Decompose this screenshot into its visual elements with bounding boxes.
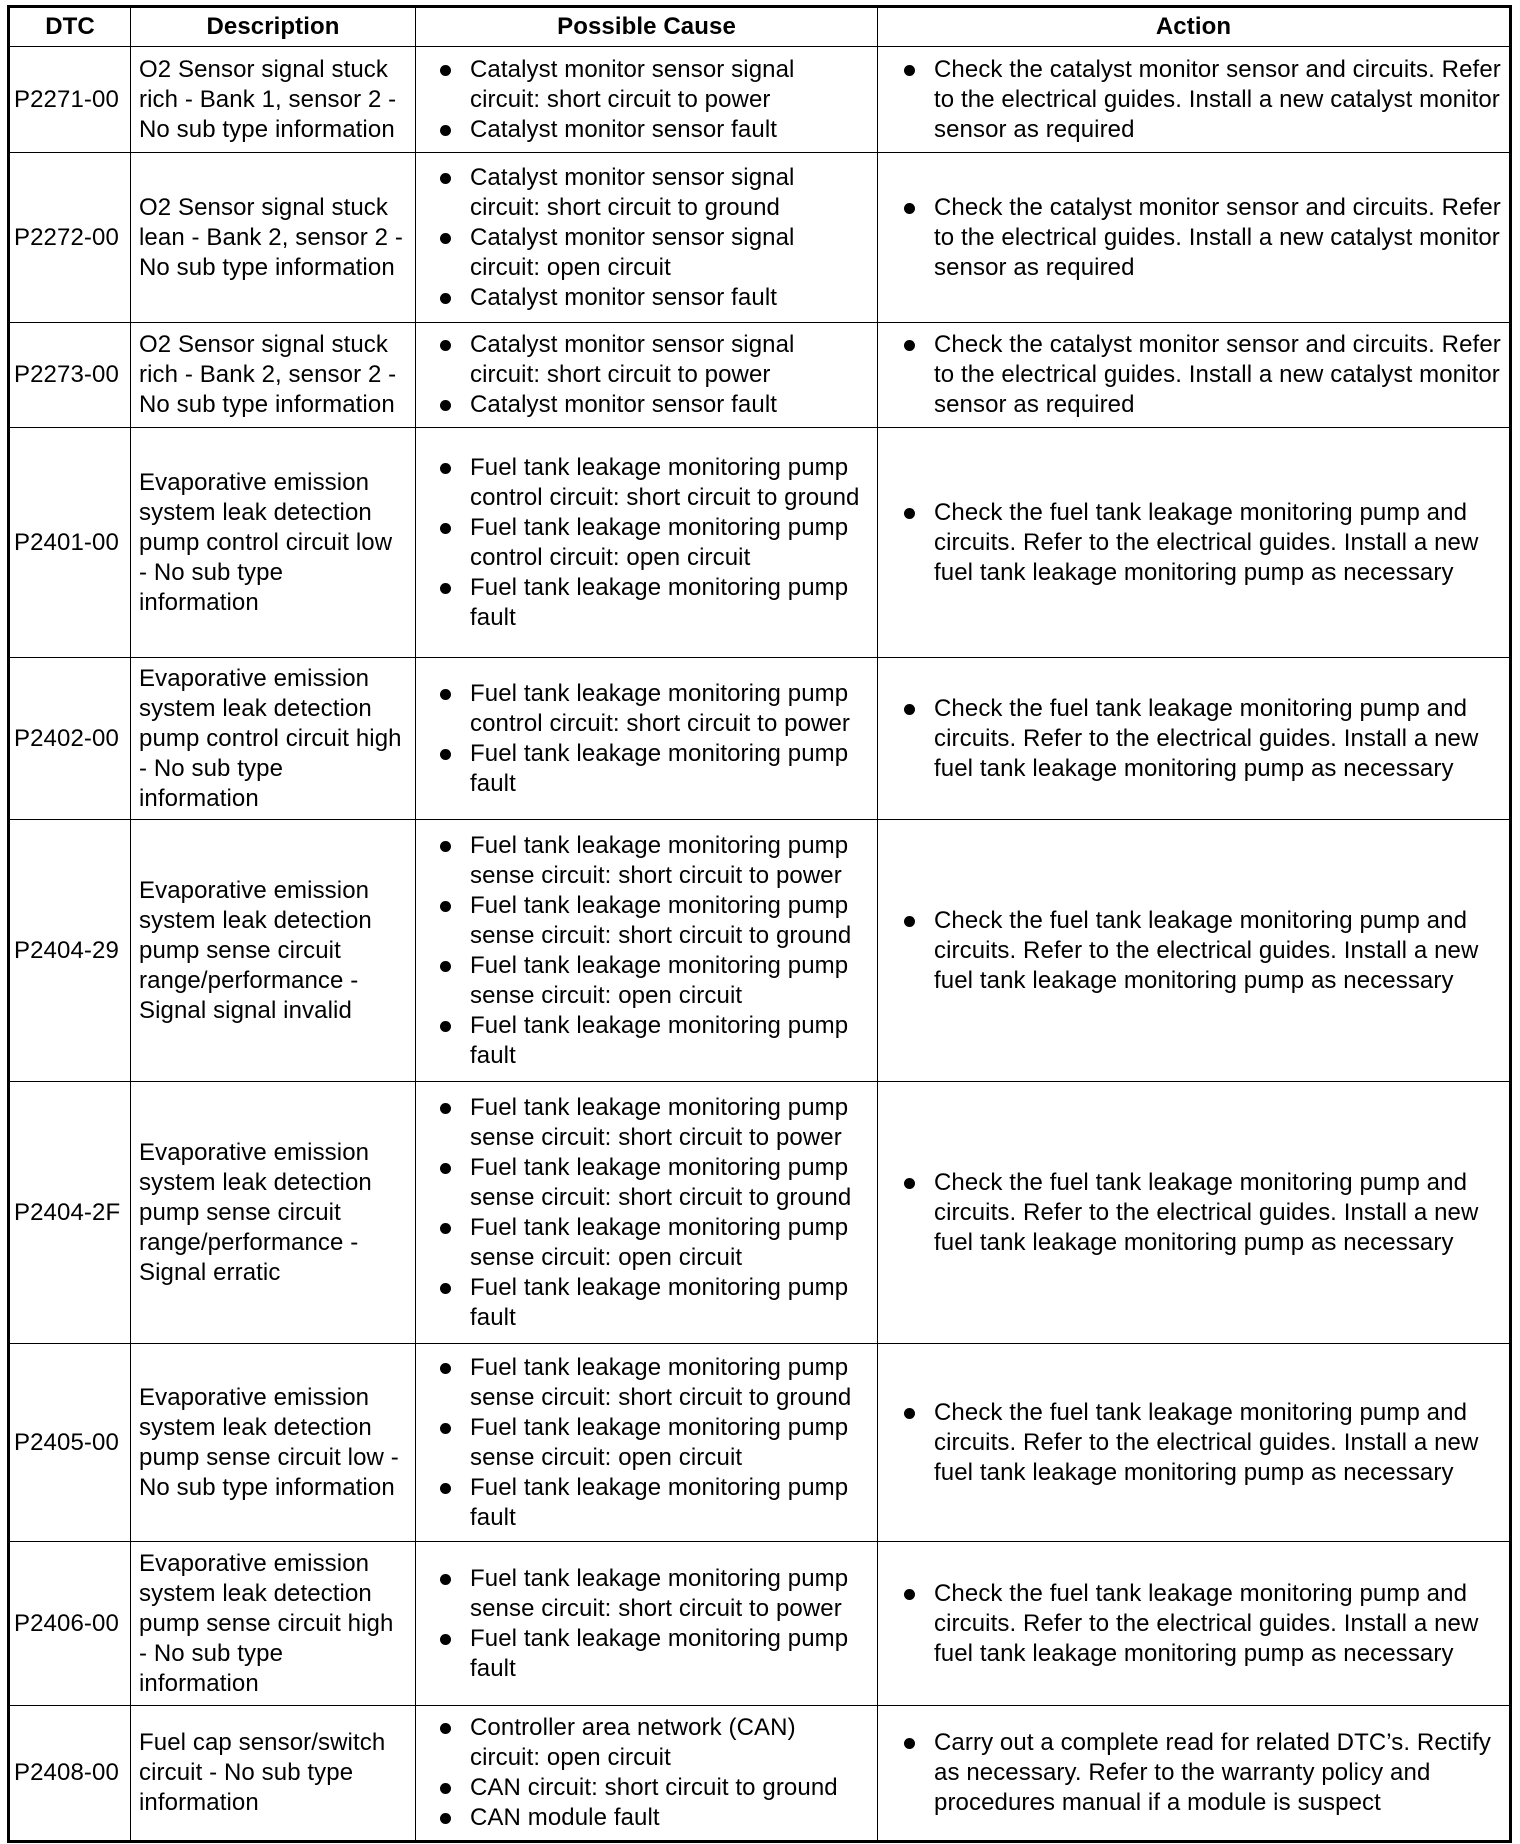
- action-cell: [878, 658, 1511, 820]
- table-row: [9, 1344, 1511, 1542]
- possible-cause-list: [424, 679, 869, 799]
- dtc-code: P2401-00: [9, 428, 131, 658]
- possible-cause-cell: [416, 1706, 878, 1842]
- dtc-description: Evaporative emission system leak detection pump control circuit low - No sub type information: [131, 428, 416, 658]
- action-cell: [878, 323, 1511, 428]
- dtc-code: P2402-00: [9, 658, 131, 820]
- possible-cause-item: Fuel tank leakage monitoring pump fault: [424, 1624, 869, 1684]
- possible-cause-item: Fuel tank leakage monitoring pump control circuit: short circuit to power: [424, 679, 869, 739]
- possible-cause-item: Controller area network (CAN) circuit: open circuit: [424, 1713, 869, 1773]
- possible-cause-list: [424, 55, 869, 145]
- action-cell: [878, 1542, 1511, 1706]
- action-cell: [878, 1706, 1511, 1842]
- dtc-code: P2405-00: [9, 1344, 131, 1542]
- action-list: [886, 1728, 1501, 1818]
- dtc-code: P2404-29: [9, 820, 131, 1082]
- possible-cause-cell: [416, 428, 878, 658]
- possible-cause-cell: [416, 658, 878, 820]
- action-item: Check the fuel tank leakage monitoring pump and circuits. Refer to the electrical guides. Install a new fuel tank leakage monitoring pump as necessary: [886, 694, 1501, 784]
- possible-cause-item: Fuel tank leakage monitoring pump sense circuit: short circuit to power: [424, 831, 869, 891]
- possible-cause-item: Fuel tank leakage monitoring pump control circuit: open circuit: [424, 513, 869, 573]
- dtc-description: Evaporative emission system leak detection pump sense circuit low - No sub type information: [131, 1344, 416, 1542]
- action-list: [886, 330, 1501, 420]
- table-row: [9, 1542, 1511, 1706]
- possible-cause-cell: [416, 1082, 878, 1344]
- action-cell: [878, 47, 1511, 153]
- possible-cause-item: Catalyst monitor sensor fault: [424, 115, 869, 145]
- possible-cause-item: Fuel tank leakage monitoring pump sense circuit: short circuit to power: [424, 1564, 869, 1624]
- possible-cause-item: Fuel tank leakage monitoring pump sense circuit: short circuit to power: [424, 1093, 869, 1153]
- header-possible-cause: Possible Cause: [416, 7, 878, 47]
- action-item: Check the fuel tank leakage monitoring pump and circuits. Refer to the electrical guides. Install a new fuel tank leakage monitoring pump as necessary: [886, 498, 1501, 588]
- table-row: [9, 658, 1511, 820]
- dtc-description: O2 Sensor signal stuck rich - Bank 1, sensor 2 - No sub type information: [131, 47, 416, 153]
- possible-cause-list: [424, 163, 869, 313]
- possible-cause-item: Fuel tank leakage monitoring pump fault: [424, 739, 869, 799]
- action-list: [886, 193, 1501, 283]
- possible-cause-cell: [416, 1542, 878, 1706]
- dtc-code: P2271-00: [9, 47, 131, 153]
- possible-cause-cell: [416, 153, 878, 323]
- possible-cause-item: Fuel tank leakage monitoring pump sense circuit: open circuit: [424, 951, 869, 1011]
- possible-cause-item: Fuel tank leakage monitoring pump sense circuit: open circuit: [424, 1413, 869, 1473]
- possible-cause-list: [424, 330, 869, 420]
- possible-cause-item: Fuel tank leakage monitoring pump fault: [424, 573, 869, 633]
- action-item: Check the fuel tank leakage monitoring pump and circuits. Refer to the electrical guides. Install a new fuel tank leakage monitoring pump as necessary: [886, 1398, 1501, 1488]
- action-item: Carry out a complete read for related DTC’s. Rectify as necessary. Refer to the warranty policy and procedures manual if a module is suspect: [886, 1728, 1501, 1818]
- dtc-description: O2 Sensor signal stuck rich - Bank 2, sensor 2 - No sub type information: [131, 323, 416, 428]
- possible-cause-item: Fuel tank leakage monitoring pump sense circuit: open circuit: [424, 1213, 869, 1273]
- action-item: Check the fuel tank leakage monitoring pump and circuits. Refer to the electrical guides. Install a new fuel tank leakage monitoring pump as necessary: [886, 1579, 1501, 1669]
- action-item: Check the fuel tank leakage monitoring pump and circuits. Refer to the electrical guides. Install a new fuel tank leakage monitoring pump as necessary: [886, 906, 1501, 996]
- action-item: Check the catalyst monitor sensor and circuits. Refer to the electrical guides. Install a new catalyst monitor sensor as required: [886, 193, 1501, 283]
- header-dtc: DTC: [9, 7, 131, 47]
- table-row: [9, 153, 1511, 323]
- table-row: [9, 1706, 1511, 1842]
- action-cell: [878, 820, 1511, 1082]
- possible-cause-cell: [416, 47, 878, 153]
- action-list: [886, 906, 1501, 996]
- possible-cause-item: Catalyst monitor sensor signal circuit: short circuit to power: [424, 330, 869, 390]
- dtc-code: P2408-00: [9, 1706, 131, 1842]
- table-row: [9, 820, 1511, 1082]
- action-cell: [878, 1344, 1511, 1542]
- possible-cause-item: Catalyst monitor sensor fault: [424, 390, 869, 420]
- table-body: [9, 47, 1511, 1842]
- dtc-code: P2406-00: [9, 1542, 131, 1706]
- action-cell: [878, 1082, 1511, 1344]
- possible-cause-item: Fuel tank leakage monitoring pump sense circuit: short circuit to ground: [424, 891, 869, 951]
- action-item: Check the catalyst monitor sensor and circuits. Refer to the electrical guides. Install a new catalyst monitor sensor as required: [886, 55, 1501, 145]
- possible-cause-item: CAN module fault: [424, 1803, 869, 1833]
- possible-cause-item: Fuel tank leakage monitoring pump sense circuit: short circuit to ground: [424, 1153, 869, 1213]
- possible-cause-item: Fuel tank leakage monitoring pump fault: [424, 1273, 869, 1333]
- action-list: [886, 694, 1501, 784]
- table-row: [9, 323, 1511, 428]
- dtc-code: P2272-00: [9, 153, 131, 323]
- possible-cause-list: [424, 1713, 869, 1833]
- possible-cause-item: Catalyst monitor sensor signal circuit: short circuit to power: [424, 55, 869, 115]
- action-list: [886, 498, 1501, 588]
- possible-cause-item: Fuel tank leakage monitoring pump fault: [424, 1011, 869, 1071]
- header-row: [9, 7, 1511, 47]
- possible-cause-item: Fuel tank leakage monitoring pump sense circuit: short circuit to ground: [424, 1353, 869, 1413]
- dtc-description: O2 Sensor signal stuck lean - Bank 2, sensor 2 - No sub type information: [131, 153, 416, 323]
- dtc-table: [7, 5, 1512, 1843]
- action-list: [886, 1168, 1501, 1258]
- possible-cause-item: Catalyst monitor sensor signal circuit: short circuit to ground: [424, 163, 869, 223]
- header-action: Action: [878, 7, 1511, 47]
- possible-cause-list: [424, 1353, 869, 1533]
- action-cell: [878, 428, 1511, 658]
- possible-cause-item: Fuel tank leakage monitoring pump control circuit: short circuit to ground: [424, 453, 869, 513]
- table-row: [9, 428, 1511, 658]
- header-description: Description: [131, 7, 416, 47]
- possible-cause-cell: [416, 323, 878, 428]
- possible-cause-item: Catalyst monitor sensor fault: [424, 283, 869, 313]
- dtc-description: Evaporative emission system leak detection pump sense circuit range/performance - Signal signal invalid: [131, 820, 416, 1082]
- possible-cause-list: [424, 1093, 869, 1333]
- action-list: [886, 1398, 1501, 1488]
- possible-cause-cell: [416, 1344, 878, 1542]
- dtc-description: Evaporative emission system leak detection pump control circuit high - No sub type information: [131, 658, 416, 820]
- possible-cause-list: [424, 1564, 869, 1684]
- table-row: [9, 47, 1511, 153]
- dtc-code: P2404-2F: [9, 1082, 131, 1344]
- possible-cause-cell: [416, 820, 878, 1082]
- possible-cause-list: [424, 831, 869, 1071]
- table-row: [9, 1082, 1511, 1344]
- action-item: Check the fuel tank leakage monitoring pump and circuits. Refer to the electrical guides. Install a new fuel tank leakage monitoring pump as necessary: [886, 1168, 1501, 1258]
- possible-cause-item: Fuel tank leakage monitoring pump fault: [424, 1473, 869, 1533]
- dtc-code: P2273-00: [9, 323, 131, 428]
- dtc-description: Evaporative emission system leak detection pump sense circuit range/performance - Signal erratic: [131, 1082, 416, 1344]
- dtc-description: Evaporative emission system leak detection pump sense circuit high - No sub type information: [131, 1542, 416, 1706]
- possible-cause-list: [424, 453, 869, 633]
- action-list: [886, 55, 1501, 145]
- action-item: Check the catalyst monitor sensor and circuits. Refer to the electrical guides. Install a new catalyst monitor sensor as required: [886, 330, 1501, 420]
- possible-cause-item: Catalyst monitor sensor signal circuit: open circuit: [424, 223, 869, 283]
- action-cell: [878, 153, 1511, 323]
- dtc-description: Fuel cap sensor/switch circuit - No sub type information: [131, 1706, 416, 1842]
- possible-cause-item: CAN circuit: short circuit to ground: [424, 1773, 869, 1803]
- action-list: [886, 1579, 1501, 1669]
